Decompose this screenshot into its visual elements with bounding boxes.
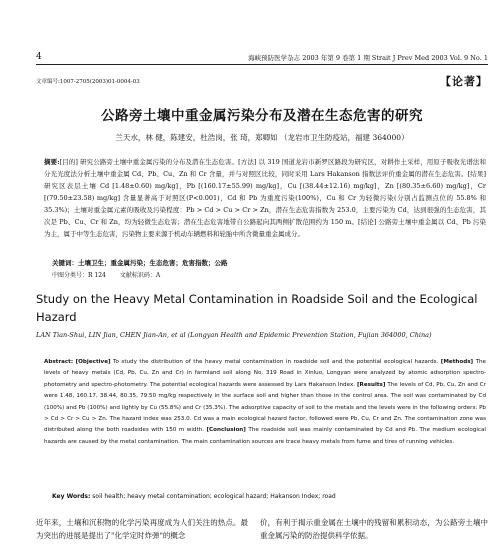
abstract-chinese-text: [目的] 研究公路旁土壤中重金属污染的分布及潜在生态危害。[方法] 以 319 国道龙岩市新罗区路段为研究区，对耕作土采样，用原子吸收光谱法和分光光度法分析土壤中重金属 Cd、Pb、Cu、Zn 和 Cr 含量，并与对照区比较，同时采用 Lars Hakanson 指数法评价重金属的潜在生态危害。[结果] 研究区表层土壤 Cd [1.48±0.60) mg/kg]，Pb [(160.17±55.99) mg/kg]，Cu [(38.44±12.16) mg/kg]，Zn [(80.35±6.60) mg/kg]，Cr [(79.50±23.58) mg/kg] 含量显著高于对照区(P<0.001)，Cd 和 Pb 为重度污染(100%)，Cu 和 Cr 为轻微污染(分别占监测点位的 55.8% 和 35.3%)；土壤对重金属元素的吸收及污染程度：Pb > Cd > Cu > Cr > Zn，潜在生态危害指数为 253.0，主要污染为 Cd，达到很强的生态危害，其次是 Pb、Cu、Cr 和 Zn，均为轻微生态危害；潜在生态危害地带自公路起向其两侧扩散范围约为 150 m。[结论] 公路旁土壤中重金属以 Cd、Pb 污染为主，属于中等生态危害，污染物主要来源于机动车辆燃料和轮胎中所含微量重金属成分。: [44, 158, 486, 238]
title-english: Study on the Heavy Metal Contamination in Roadside Soil and the Ecological Hazard: [36, 292, 478, 324]
keywords-english: [52, 493, 336, 500]
journal-citation: 海峡预防医学杂志 2003 年第 9 卷第 1 期 Strait J Prev Med 2003 Vol. 9 No. 1: [248, 54, 488, 62]
title-chinese: 公路旁土壤中重金属污染分布及潜在生态危害的研究: [101, 108, 423, 124]
article-meta: [36, 74, 488, 88]
article-id: 文章编号:1007-2705(2003)01-0004-03: [36, 79, 140, 85]
abstract-chinese: [44, 156, 486, 240]
keywords-chinese: 关键词：土壤卫生；重金属污染；生态危害；危害指数；公路: [52, 259, 228, 267]
objective-label: [Objective]: [75, 359, 111, 365]
section-tag: 【论著】: [440, 75, 488, 88]
results-label: [Results]: [356, 381, 386, 388]
authors-chinese: 兰天水，林 健，陈建安，杜浩岗，张 琦，郑卿如 （龙岩市卫生防疫站，福建 364000）: [115, 133, 409, 142]
keywords-english-text: soil health; heavy metal contamination; ecological hazard; Hakanson Index; road: [90, 493, 336, 500]
abstract-english-label: Abstract:: [44, 359, 74, 365]
page-number: 4: [36, 52, 42, 62]
conclusion-label: [Conclusion]: [206, 427, 246, 434]
results-text: The levels of Cd, Pb, Cu, Zn and Cr were 1.48, 160.17, 38.44, 80.35, 79.50 mg/kg respectively in the surface soil and higher than those in the control area. The soil was contaminated by Cd (100%) and Pb (100%) and lightly by Cu (55.8%) and Cr (35.3%). The adsorptive capacity of soil to the metals and the levels were in the following orders: Pb > Cd > Cr > Cu > Zn. The hazard index was 253.0. Cd was a main ecological hazard factor, followed were Pb, Cu, Cr and Zn. The contamination zone was distributed along the both roadsides with 150 m width.: [44, 381, 486, 434]
clc-number: 中图分类号：R 124: [52, 272, 106, 279]
abstract-english: [44, 357, 486, 448]
keywords-english-label: Key Words:: [52, 493, 91, 500]
classification: [52, 270, 160, 279]
methods-label: [Methods]: [440, 359, 474, 365]
authors-english: LAN Tian-Shui, LIN Jian, CHEN Jian-An, et al (Longyan Health and Epidemic Prevention Station, Fujian 364000, China): [36, 331, 432, 339]
body-column-right: 价，有利于揭示重金属在土壤中的残留和累积动态，为公路旁土壤中重金属污染的防治提供科学依据。: [260, 518, 488, 540]
document-code: 文献标识码：A: [119, 272, 161, 279]
running-header: [36, 46, 488, 62]
abstract-chinese-label: 摘要:: [44, 158, 60, 166]
header-rule: [36, 64, 488, 65]
body-column-left: 近年来，土壤和沉积物的化学污染再度成为人们关注的热点。最为突出的进展是提出了"化学定时炸弹"的概念: [36, 518, 248, 540]
methods-text: The levels of heavy metals (Cd, Pb, Cu, Zn and Cr) in farmland soil along No. 319 Road in Xinluo, Longyan were analyzed by atomic adsorption spectro-photometry and spectro-photometry. The potential ecological hazards were assessed by Lars Hakanson Index.: [44, 359, 486, 388]
objective-text: To study the distribution of the heavy metal contamination in roadside soil and the potential ecological hazards.: [110, 359, 441, 365]
conclusion-text: The roadside soil was mainly contaminated by Cd and Pb. The medium ecological hazards are caused by the metal contamination. The main contamination sources are trace heavy metals from fume and tires of running vehicles.: [44, 427, 486, 445]
